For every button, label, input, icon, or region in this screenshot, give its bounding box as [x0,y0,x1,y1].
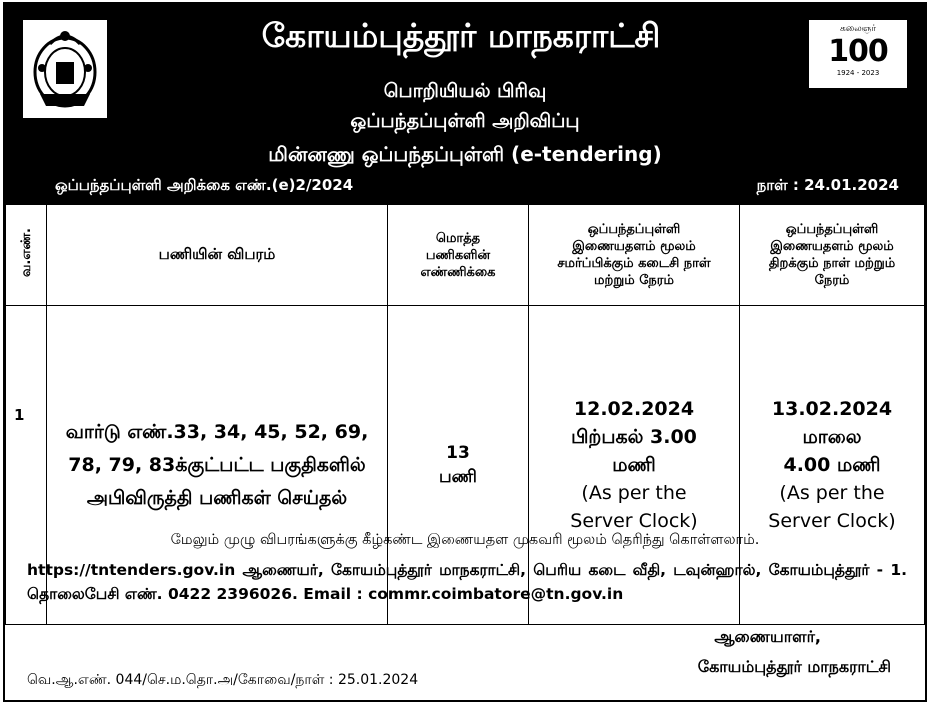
tender-notice [3,2,927,702]
signatory-title: ஆணையாளர், [714,627,821,646]
info-line: மேலும் முழு விபரங்களுக்கு கீழ்கண்ட இணையதள முகவரி மூலம் தெரிந்து கொள்ளலாம். [170,532,760,548]
address-block: https://tntenders.gov.in ஆணையர், கோயம்புத்தூர் மாநகராட்சி, பெரிய கடை வீதி, டவுன்ஹால், கோயம்புத்தூர் - 1. தொலைபேசி எண். 0422 2396026. Email : commr.coimbatore@tn.gov.in [27,561,907,603]
header-count: மொத்த பணிகளின் எண்ணிக்கை [388,205,529,306]
opening-time: மாலை [802,426,862,448]
header-submission: ஒப்பந்தப்புள்ளி இணையதளம் மூலம் சமர்ப்பிக்கும் கடைசி நாள் மற்றும் நேரம் [529,205,740,306]
signature-block [698,622,891,682]
notice-header [5,4,925,204]
opening-date: 13.02.2024 [771,398,893,420]
department-name: பொறியியல் பிரிவு [383,80,547,102]
table-header-row [6,205,925,306]
signatory-org: கோயம்புத்தூர் மாநகராட்சி [697,657,891,676]
row-description: வார்டு எண்.33, 34, 45, 52, 69, 78, 79, 83க்குட்பட்ட பகுதிகளில் அபிவிருத்தி பணிகள் செய்தல் [47,306,388,625]
badge-top-text: கலைஞர் [839,24,877,34]
header-description: பணியின் விபரம் [47,205,388,306]
submission-time: பிற்பகல் 3.00 [571,426,697,448]
notice-footer [5,524,925,700]
row-serial: 1 [6,306,47,625]
header-opening: ஒப்பந்தப்புள்ளி இணையதளம் மூலம் திறக்கும் நாள் மற்றும் நேரம் [740,205,925,306]
tender-mode: மின்னணு ஒப்பந்தப்புள்ளி (e-tendering) [268,142,662,166]
notice-type: ஒப்பந்தப்புள்ளி அறிவிப்பு [350,110,580,132]
notice-reference-row [55,176,899,196]
badge-number: 100 [828,34,888,69]
count-unit: பணி [439,467,477,487]
opening-note: (As per the Server Clock) [768,482,896,532]
notice-number: ஒப்பந்தப்புள்ளி அறிக்கை எண்.(e)2/2024 [55,176,354,194]
header-serial: வ.எண். [6,205,47,306]
badge-years: 1924 - 2023 [836,69,880,77]
submission-time-unit: மணி [612,454,656,476]
organization-title: கோயம்புத்தூர் மாநகராட்சி [261,16,661,55]
count-number: 13 [446,443,470,463]
centenary-badge [809,20,907,88]
submission-note: (As per the Server Clock) [570,482,698,532]
submission-date: 12.02.2024 [573,398,695,420]
opening-time-value: 4.00 மணி [783,454,881,476]
notice-date: நாள் : 24.01.2024 [756,176,899,194]
advertisement-reference: வெ.ஆ.எண். 044/செ.ம.தொ.அ/கோவை/நாள் : 25.01.2024 [27,672,419,688]
